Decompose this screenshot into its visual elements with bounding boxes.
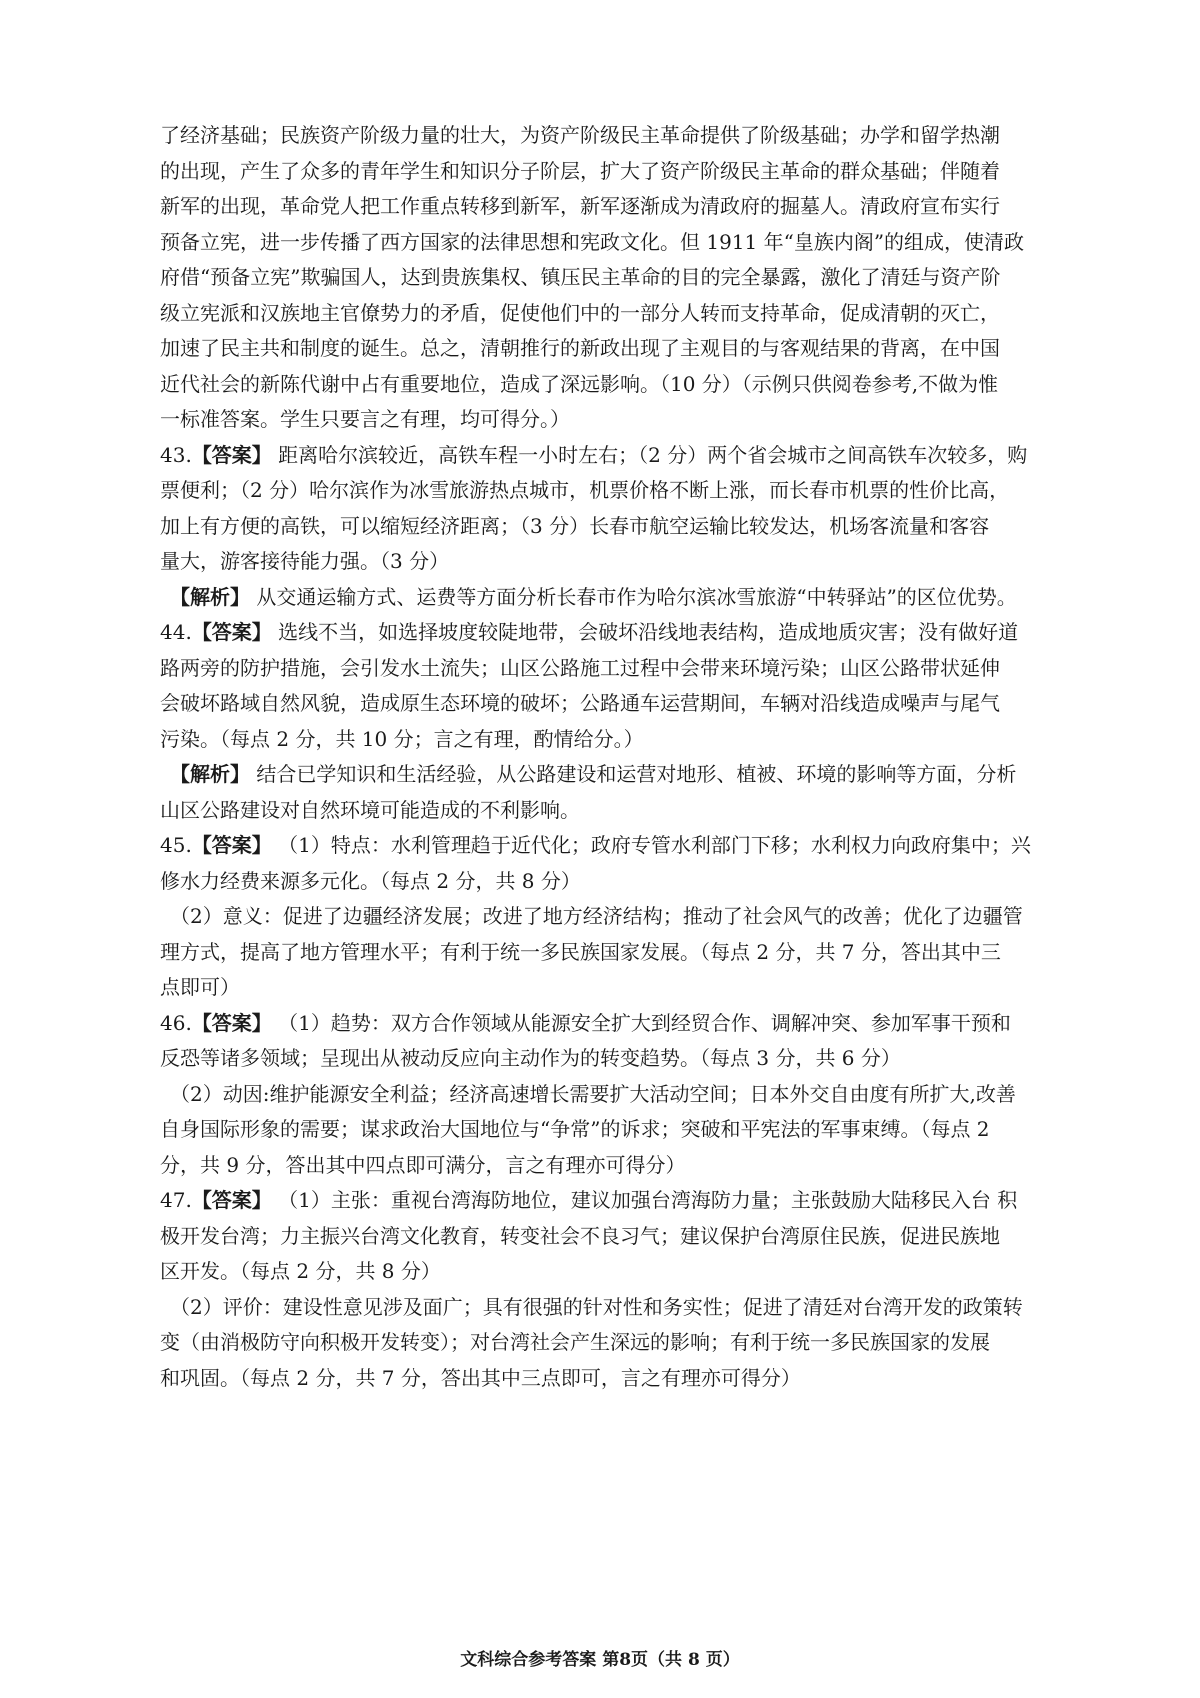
q46-part2-line: 自身国际形象的需要；谋求政治大国地位与“争常”的诉求；突破和平宪法的军事束缚。（每点 2 bbox=[160, 1117, 990, 1141]
answer-content bbox=[160, 118, 1080, 1396]
answer-tag: 【答案】 bbox=[191, 1188, 272, 1212]
q46-answer-line: 反恐等诸多领域；呈现出从被动反应向主动作为的转变趋势。（每点 3 分，共 6 分） bbox=[160, 1046, 901, 1070]
intro-line: 近代社会的新陈代谢中占有重要地位，造成了深远影响。（10 分）（示例只供阅卷参考,不做为惟 bbox=[160, 371, 999, 396]
q43-analysis-line bbox=[160, 580, 1080, 616]
answer-text: （1）特点：水利管理趋于近代化；政府专管水利部门下移；水利权力向政府集中；兴 bbox=[271, 833, 1031, 857]
q45-part2-line: 理方式，提高了地方管理水平；有利于统一多民族国家发展。（每点 2 分，共 7 分，答出其中三 bbox=[160, 939, 1001, 964]
question-number: 44. bbox=[160, 620, 192, 644]
intro-line: 级立宪派和汉族地主官僚势力的矛盾，促使他们中的一部分人转而支持革命，促成清朝的灭亡， bbox=[160, 300, 1000, 325]
q43-answer-line: 量大，游客接待能力强。（3 分） bbox=[160, 549, 450, 573]
q45-part2-line: （2）意义：促进了边疆经济发展；改进了地方经济结构；推动了社会风气的改善；优化了边疆管 bbox=[170, 904, 1023, 928]
analysis-text: 从交通运输方式、运费等方面分析长春市作为哈尔滨冰雪旅游“中转驿站”的区位优势。 bbox=[250, 584, 1017, 609]
analysis-tag: 【解析】 bbox=[170, 584, 250, 609]
analysis-text: 结合已学知识和生活经验，从公路建设和运营对地形、植被、环境的影响等方面，分析 bbox=[250, 762, 1017, 786]
q47-answer-line: 极开发台湾；力主振兴台湾文化教育，转变社会不良习气；建议保护台湾原住民族，促进民族地 bbox=[160, 1223, 1000, 1248]
answer-text: （1）主张：重视台湾海防地位，建议加强台湾海防力量；主张鼓励大陆移民入台 积 bbox=[271, 1188, 1018, 1212]
question-number: 47. bbox=[160, 1188, 192, 1212]
q44-analysis-line: 山区公路建设对自然环境可能造成的不利影响。 bbox=[160, 797, 580, 822]
q46-part2-line: （2）动因:维护能源安全利益；经济高速增长需要扩大活动空间；日本外交自由度有所扩大,改善 bbox=[170, 1081, 1016, 1106]
q45-answer-line: 修水力经费来源多元化。（每点 2 分，共 8 分） bbox=[160, 868, 581, 893]
intro-line: 府借“预备立宪”欺骗国人，达到贵族集权、镇压民主革命的目的完全暴露，激化了清廷与资产阶 bbox=[160, 265, 1001, 289]
q45-answer-line bbox=[160, 828, 1080, 864]
intro-line: 预备立宪，进一步传播了西方国家的法律思想和宪政文化。但 1911 年“皇族内阁”的组成，使清政 bbox=[160, 229, 1025, 254]
answer-tag: 【答案】 bbox=[191, 833, 272, 857]
q47-part2-line: 变（由消极防守向积极开发转变）；对台湾社会产生深远的影响；有利于统一多民族国家的发展 bbox=[160, 1330, 990, 1354]
q44-analysis-line bbox=[160, 757, 1080, 793]
q47-part2-line: 和巩固。（每点 2 分，共 7 分，答出其中三点即可，言之有理亦可得分） bbox=[160, 1365, 801, 1390]
q46-part2-line: 分，共 9 分，答出其中四点即可满分，言之有理亦可得分） bbox=[160, 1152, 686, 1177]
q45-part2-line: 点即可） bbox=[160, 975, 240, 999]
answer-text: 距离哈尔滨较近，高铁车程一小时左右；（2 分）两个省会城市之间高铁车次较多，购 bbox=[271, 442, 1028, 467]
q44-answer-line: 会破坏路域自然风貌，造成原生态环境的破坏；公路通车运营期间，车辆对沿线造成噪声与尾气 bbox=[160, 691, 1000, 715]
intro-line: 加速了民主共和制度的诞生。总之，清朝推行的新政出现了主观目的与客观结果的背离，在中国 bbox=[160, 336, 1000, 360]
answer-tag: 【答案】 bbox=[191, 1010, 272, 1035]
answer-tag: 【答案】 bbox=[191, 620, 272, 644]
analysis-tag: 【解析】 bbox=[170, 762, 250, 786]
intro-line: 的出现，产生了众多的青年学生和知识分子阶层，扩大了资产阶级民主革命的群众基础；伴随着 bbox=[160, 158, 1000, 183]
q43-answer-line: 票便利；（2 分）哈尔滨作为冰雪旅游热点城市，机票价格不断上涨，而长春市机票的性价比高， bbox=[160, 478, 1010, 502]
intro-line: 了经济基础；民族资产阶级力量的壮大，为资产阶级民主革命提供了阶级基础；办学和留学热潮 bbox=[160, 123, 1000, 147]
answer-text: 选线不当，如选择坡度较陡地带，会破坏沿线地表结构，造成地质灾害；没有做好道 bbox=[271, 620, 1019, 644]
answer-text: （1）趋势：双方合作领域从能源安全扩大到经贸合作、调解冲突、参加军事干预和 bbox=[271, 1010, 1011, 1035]
q46-answer-line bbox=[160, 1006, 1080, 1042]
q47-part2-line: （2）评价：建设性意见涉及面广；具有很强的针对性和务实性；促进了清廷对台湾开发的政策转 bbox=[170, 1294, 1023, 1319]
answer-tag: 【答案】 bbox=[191, 442, 272, 467]
q44-answer-line: 污染。（每点 2 分，共 10 分；言之有理，酌情给分。） bbox=[160, 726, 644, 751]
page-footer: 文科综合参考答案 第8页（共 8 页） bbox=[460, 1650, 740, 1670]
q43-answer-line: 加上有方便的高铁，可以缩短经济距离；（3 分）长春市航空运输比较发达，机场客流量和客容 bbox=[160, 513, 990, 538]
q47-answer-line bbox=[160, 1183, 1080, 1219]
question-number: 46. bbox=[160, 1010, 192, 1035]
q47-answer-line: 区开发。（每点 2 分，共 8 分） bbox=[160, 1259, 441, 1283]
q43-answer-line bbox=[160, 438, 1080, 474]
intro-line: 新军的出现，革命党人把工作重点转移到新军，新军逐渐成为清政府的掘墓人。清政府宣布实行 bbox=[160, 194, 1000, 218]
question-number: 43. bbox=[160, 442, 192, 467]
q44-answer-line bbox=[160, 615, 1080, 651]
intro-line: 一标准答案。学生只要言之有理，均可得分。） bbox=[160, 407, 570, 431]
question-number: 45. bbox=[160, 833, 192, 857]
q44-answer-line: 路两旁的防护措施，会引发水土流失；山区公路施工过程中会带来环境污染；山区公路带状延伸 bbox=[160, 655, 1000, 680]
